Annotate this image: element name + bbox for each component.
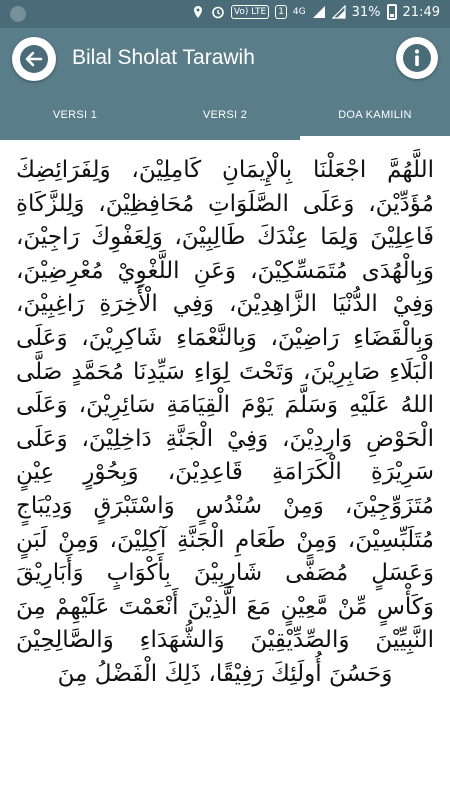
network-type: 4G — [292, 7, 306, 17]
signal-2-icon — [332, 5, 346, 19]
clock-time: 21:49 — [402, 4, 440, 20]
page-title: Bilal Sholat Tarawih — [72, 46, 255, 69]
signal-icon — [312, 5, 326, 19]
volte-badge: Vo) LTE — [231, 5, 269, 19]
doa-text: اللَّهُمَّ اجْعَلْنَا بِالْإِيمَانِ كَامِلِيْنَ، وَلِفَرَائِضِكَ مُؤَدِّيْنَ، وَعَلَى الصَّلَوَاتِ مُحَافِظِيْنَ، وَلِلزَّكَاةِ فَاعِلِيْنَ وَلِمَا عِنْدَكَ طَالِبِيْنَ، وَلِعَفْوِكَ رَاجِيْنَ، وَبِالْهُدَى مُتَمَسِّكِيْنَ، وَعَنِ اللَّغْوِيْ مُعْرِضِيْنَ، وَفِيْ الدُّنْيَا الزَّاهِدِيْنَ، وَفِي الْأَخِرَةِ رَاغِبِيْنَ، وَبِالْقَضَاءِ رَاضِيْنَ، وَبِالنَّعْمَاءِ شَاكِرِيْنَ، وَعَلَى الْبَلَاءِ صَابِرِيْنَ، وَتَحْتَ لِوَاءِ سَيِّدِنَا مُحَمَّدٍ صَلَّى اللهُ عَلَيْهِ وَسَلَّمَ يَوْمَ الْقِيَامَةِ سَائِرِيْنَ، وَعَلَى الْحَوْضِ وَارِدِيْنَ، وَفِيْ الْجَنَّةِ دَاخِلِيْنَ، وَعَلَى سَرِيْرَةِ الْكَرَامَةِ قَاعِدِيْنَ، وَبِحُوْرٍ عِيْنٍ مُتَزَوِّجِيْنَ، وَمِنْ سُنْدُسٍ وَاسْتَبْرَقٍ وَدِيْبَاجٍ مُتَلَبِّسِيْنَ، وَمِنْ طَعَامِ الْجَنَّةِ آكِلِيْنَ، وَمِنْ لَبَنٍ وَعَسَلٍ مُصَفًّى شَارِبِيْنَ بِأَكْوَابٍ وَأَبَارِيْقَ وَكَأْسٍ مِّنْ مَّعِيْنٍ مَعَ الَّذِيْنَ أَنْعَمْتَ عَلَيْهِمْ مِنَ النَّبِيِّيْنَ وَالصِّدِّيْقِيْنَ وَالشُّهَدَاءِ وَالصَّالِحِيْنَ وَحَسُنَ أُولَئِكَ رَفِيْقًا، ذَلِكَ الْفَضْلُ مِنَ — [16, 157, 434, 687]
battery-icon — [387, 4, 397, 20]
tab-bar — [0, 90, 450, 140]
tab-versi-2[interactable]: VERSI 2 — [202, 109, 248, 121]
notification-icon — [10, 6, 26, 22]
app-bar — [0, 28, 450, 90]
status-icons — [191, 4, 440, 20]
location-icon — [191, 5, 205, 19]
back-button[interactable] — [12, 37, 56, 81]
arrow-left-circle-icon — [19, 44, 49, 74]
alarm-icon — [211, 5, 225, 19]
content-scroll-area[interactable] — [0, 140, 450, 800]
status-bar — [0, 0, 450, 28]
battery-percent: 31% — [351, 4, 381, 20]
sim-badge: 1 — [275, 5, 287, 19]
tab-doa-kamilin[interactable]: DOA KAMILIN — [300, 90, 450, 140]
tab-versi-1[interactable]: VERSI 1 — [52, 109, 98, 121]
info-icon — [402, 43, 432, 73]
info-button[interactable] — [396, 37, 438, 79]
